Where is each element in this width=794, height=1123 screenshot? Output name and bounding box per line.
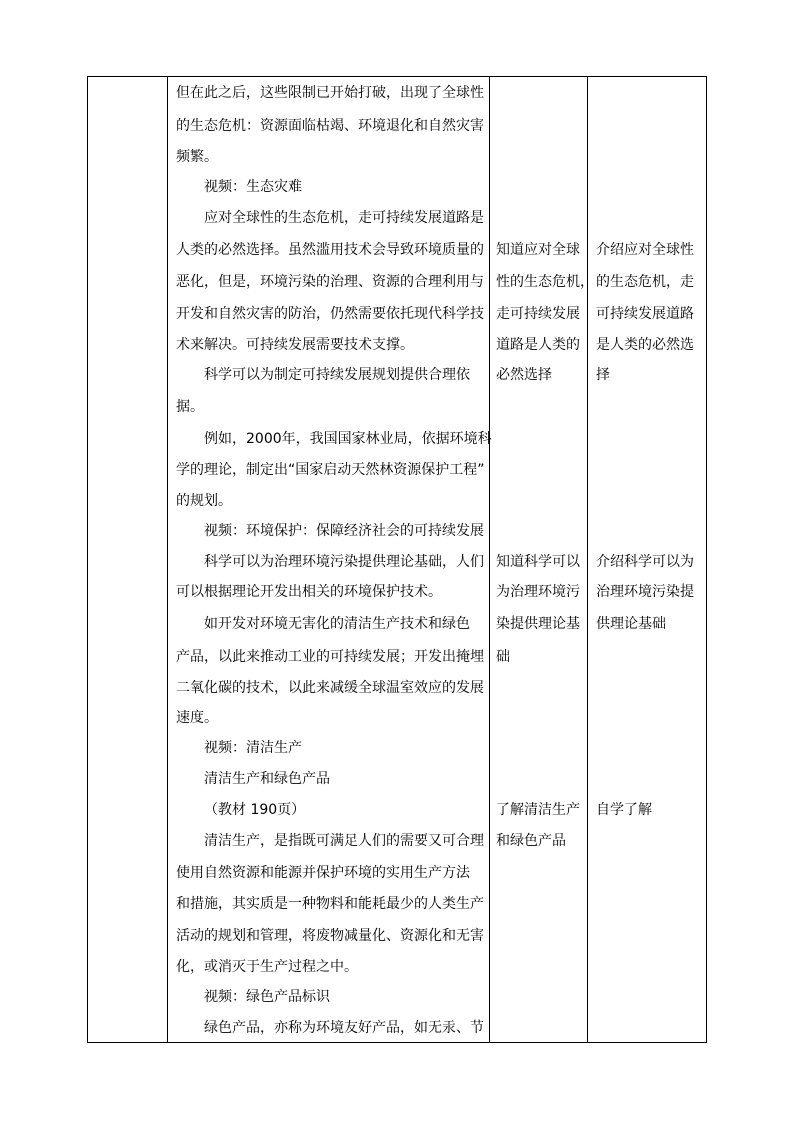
- left-column: [88, 77, 167, 1042]
- content-line: 视频：生态灾难: [204, 179, 302, 195]
- content-line: 产品，以此来推动工业的可持续发展；开发出掩埋: [176, 649, 484, 665]
- content-line: 视频：环境保护：保障经济社会的可持续发展: [204, 523, 484, 539]
- intent-line: 治理环境污染提: [596, 584, 694, 600]
- content-line: 学的理论，制定出“国家启动天然林资源保护工程”: [176, 462, 485, 478]
- activity-line: 知道应对全球: [496, 242, 580, 258]
- design-intent-column: [588, 77, 706, 1042]
- content-line: 人类的必然选择。虽然滥用技术会导致环境质量的: [176, 242, 484, 258]
- content-line: 恶化，但是，环境污染的治理、资源的合理利用与: [176, 274, 484, 290]
- content-line: 的生态危机：资源面临枯竭、环境退化和自然灾害: [176, 118, 484, 134]
- student-activity-column: [490, 77, 594, 1042]
- content-line: 但在此之后，这些限制已开始打破，出现了全球性: [176, 85, 484, 101]
- intent-line: 供理论基础: [596, 616, 666, 632]
- content-line: 科学可以为制定可持续发展规划提供合理依: [204, 367, 470, 383]
- content-line: 视频：绿色产品标识: [204, 989, 330, 1005]
- activity-line: 了解清洁生产: [496, 802, 580, 818]
- intent-line: 自学了解: [596, 802, 652, 818]
- activity-line: 知道科学可以: [496, 554, 580, 570]
- content-line: 开发和自然灾害的防治，仍然需要依托现代科学技: [176, 306, 484, 322]
- activity-line: 染提供理论基: [496, 616, 580, 632]
- intent-line: 介绍应对全球性: [596, 242, 694, 258]
- content-line: （教材 190页）: [204, 802, 306, 818]
- intent-line: 可持续发展道路: [596, 306, 694, 322]
- content-line: 例如，2000年，我国国家林业局，依据环境科: [204, 431, 492, 447]
- intent-line: 择: [596, 367, 610, 383]
- content-line: 科学可以为治理环境污染提供理论基础，人们: [204, 554, 484, 570]
- content-line: 如开发对环境无害化的清洁生产技术和绿色: [204, 616, 470, 632]
- content-line: 清洁生产和绿色产品: [204, 771, 330, 787]
- content-line: 速度。: [176, 710, 218, 726]
- content-line: 据。: [176, 399, 204, 415]
- activity-line: 为治理环境污: [496, 584, 580, 600]
- activity-line: 走可持续发展: [496, 306, 580, 322]
- content-column: [168, 77, 492, 1042]
- content-line: 可以根据理论开发出相关的环境保护技术。: [176, 584, 442, 600]
- content-line: 视频：清洁生产: [204, 740, 302, 756]
- activity-line: 和绿色产品: [496, 833, 566, 849]
- activity-line: 必然选择: [496, 367, 552, 383]
- intent-line: 是人类的必然选: [596, 337, 694, 353]
- content-line: 频繁。: [176, 149, 218, 165]
- intent-line: 的生态危机，走: [596, 274, 694, 290]
- content-line: 的规划。: [176, 493, 232, 509]
- content-line: 术来解决。可持续发展需要技术支撑。: [176, 337, 414, 353]
- content-line: 清洁生产，是指既可满足人们的需要又可合理: [204, 833, 484, 849]
- lesson-table: [87, 76, 707, 1043]
- content-line: 化，或消灭于生产过程之中。: [176, 959, 358, 975]
- content-line: 活动的规划和管理，将废物减量化、资源化和无害: [176, 928, 484, 944]
- content-line: 二氧化碳的技术，以此来减缓全球温室效应的发展: [176, 680, 484, 696]
- activity-line: 性的生态危机，: [496, 274, 594, 290]
- intent-line: 介绍科学可以为: [596, 554, 694, 570]
- activity-line: 道路是人类的: [496, 337, 580, 353]
- content-line: 绿色产品，亦称为环境友好产品，如无汞、节: [204, 1020, 484, 1036]
- activity-line: 础: [496, 649, 510, 665]
- content-line: 和措施，其实质是一种物料和能耗最少的人类生产: [176, 896, 484, 912]
- content-line: 使用自然资源和能源并保护环境的实用生产方法: [176, 865, 470, 881]
- content-line: 应对全球性的生态危机，走可持续发展道路是: [204, 210, 484, 226]
